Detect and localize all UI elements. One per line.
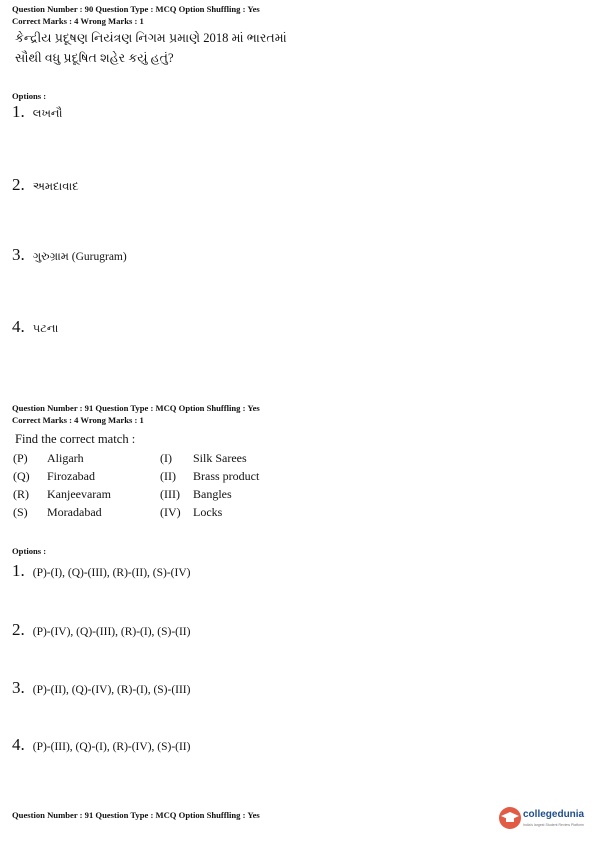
option-number: 4. xyxy=(12,317,25,336)
q90-question-line1: કેન્દ્રીય પ્રદૂષણ નિયંત્રણ નિગમ પ્રમાણે 2018 માં ભારતમાં xyxy=(15,31,287,45)
right-item: Bangles xyxy=(193,487,232,501)
option-text: (P)-(III), (Q)-(I), (R)-(IV), (S)-(II) xyxy=(32,741,191,753)
left-item: Kanjeevaram xyxy=(47,487,111,501)
option-text: પટના xyxy=(32,323,59,335)
option-text: (P)-(II), (Q)-(IV), (R)-(I), (S)-(III) xyxy=(32,684,191,696)
match-row xyxy=(13,468,273,486)
q91-option-2[interactable] xyxy=(12,620,190,640)
option-text: અમદાવાદ xyxy=(32,181,79,193)
left-code: (P) xyxy=(13,451,28,465)
collegedunia-logo xyxy=(499,805,591,833)
match-row xyxy=(13,486,273,504)
option-number: 2. xyxy=(12,620,25,639)
right-code: (III) xyxy=(160,487,180,501)
q90-question-line2: સૌથી વધુ પ્રદૂષિત શહેર કયું હતું? xyxy=(15,51,174,65)
right-item: Silk Sarees xyxy=(193,451,247,465)
option-number: 2. xyxy=(12,175,25,194)
left-item: Moradabad xyxy=(47,505,102,519)
left-item: Firozabad xyxy=(47,469,95,483)
right-item: Locks xyxy=(193,505,223,519)
q90-option-3[interactable] xyxy=(12,245,127,265)
right-item: Brass product xyxy=(193,469,260,483)
match-table xyxy=(13,450,273,522)
option-number: 3. xyxy=(12,678,25,697)
q91-option-1[interactable] xyxy=(12,561,190,581)
graduation-cap-icon xyxy=(499,807,521,829)
left-code: (R) xyxy=(13,487,29,501)
left-code: (S) xyxy=(13,505,28,519)
left-item: Aligarh xyxy=(47,451,84,465)
footer-meta-line: Question Number : 91 Question Type : MCQ Option Shuffling : Yes xyxy=(12,810,260,820)
logo-tagline: India's largest Student Review Platform xyxy=(523,823,584,827)
q90-meta-line2: Correct Marks : 4 Wrong Marks : 1 xyxy=(12,16,144,26)
q91-options-label: Options : xyxy=(12,546,47,556)
option-number: 4. xyxy=(12,735,25,754)
match-row xyxy=(13,450,273,468)
q91-instruction: Find the correct match : xyxy=(15,432,136,446)
q90-meta-line1: Question Number : 90 Question Type : MCQ Option Shuffling : Yes xyxy=(12,4,260,14)
q91-meta-line2: Correct Marks : 4 Wrong Marks : 1 xyxy=(12,415,144,425)
right-code: (II) xyxy=(160,469,176,483)
q91-option-4[interactable] xyxy=(12,735,190,755)
match-row xyxy=(13,504,273,522)
q90-option-4[interactable] xyxy=(12,317,58,337)
option-number: 1. xyxy=(12,102,25,121)
q91-option-3[interactable] xyxy=(12,678,190,698)
q90-options-label: Options : xyxy=(12,91,47,101)
right-code: (IV) xyxy=(160,505,181,519)
option-number: 3. xyxy=(12,245,25,264)
logo-name: collegedunia xyxy=(523,809,585,820)
option-text: (P)-(I), (Q)-(III), (R)-(II), (S)-(IV) xyxy=(32,567,191,579)
option-number: 1. xyxy=(12,561,25,580)
q90-option-2[interactable] xyxy=(12,175,79,195)
q90-option-1[interactable] xyxy=(12,102,62,122)
option-text: લખનૌ xyxy=(32,108,63,120)
left-code: (Q) xyxy=(13,469,30,483)
q91-meta-line1: Question Number : 91 Question Type : MCQ Option Shuffling : Yes xyxy=(12,403,260,413)
option-text: (P)-(IV), (Q)-(III), (R)-(I), (S)-(II) xyxy=(32,626,191,638)
option-text: ગુરુગ્રામ (Gurugram) xyxy=(32,251,127,263)
right-code: (I) xyxy=(160,451,172,465)
